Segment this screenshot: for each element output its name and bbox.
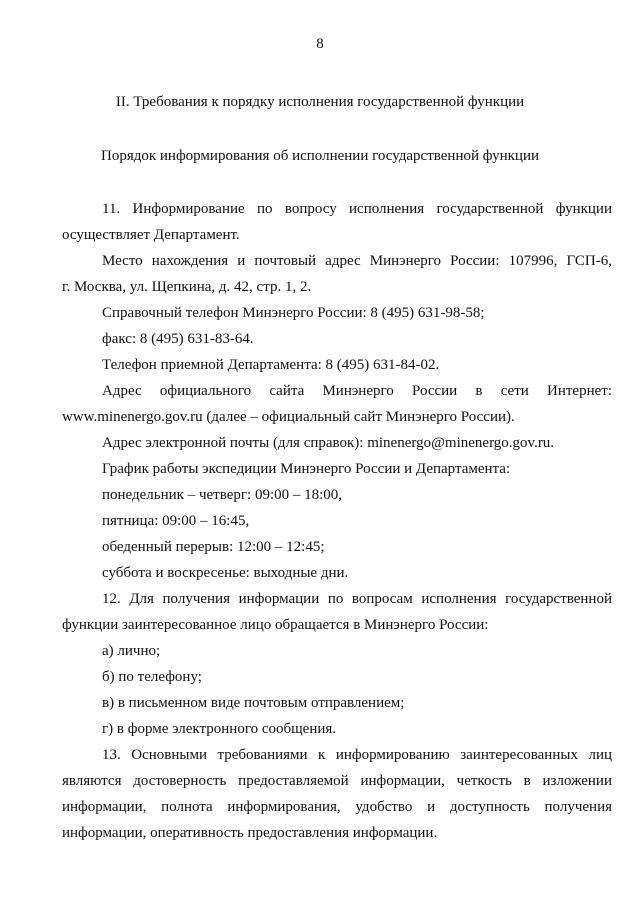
address-line-1: Место нахождения и почтовый адрес Минэнерго России: 107996, ГСП-6, (102, 253, 612, 269)
list-item-c: в) в письменном виде почтовым отправлением; (102, 695, 405, 711)
address-line-2: г. Москва, ул. Щепкина, д. 42, стр. 1, 2. (62, 279, 312, 295)
schedule-lunch: обеденный перерыв: 12:00 – 12:45; (102, 539, 325, 555)
paragraph-11-line-1: 11. Информирование по вопросу исполнения государственной функции (102, 201, 612, 217)
paragraph-11-line-2: осуществляет Департамент. (62, 227, 240, 243)
website-line-1: Адрес официального сайта Минэнерго России в сети Интернет: (102, 383, 612, 399)
website-line-2: www.minenergo.gov.ru (далее – официальный сайт Минэнерго России). (62, 409, 515, 425)
schedule-title: График работы экспедиции Минэнерго России и Департамента: (102, 461, 511, 477)
paragraph-13-line-2: являются достоверность предоставляемой информации, четкость в изложении (62, 773, 612, 789)
list-item-b: б) по телефону; (102, 669, 202, 685)
subsection-title: Порядок информирования об исполнении государственной функции (100, 148, 539, 164)
paragraph-13-line-4: информации, оперативность предоставления информации. (62, 825, 438, 841)
page-number: 8 (316, 36, 324, 52)
email-line: Адрес электронной почты (для справок): minenergo@minenergo.gov.ru. (102, 435, 555, 451)
list-item-d: г) в форме электронного сообщения. (102, 721, 337, 737)
paragraph-13-line-1: 13. Основными требованиями к информированию заинтересованных лиц (102, 747, 612, 763)
schedule-mon-thu: понедельник – четверг: 09:00 – 18:00, (102, 487, 343, 503)
schedule-fri: пятница: 09:00 – 16:45, (102, 513, 250, 529)
fax-line: факс: 8 (495) 631-83-64. (102, 331, 254, 347)
paragraph-13-line-3: информации, полнота информирования, удобство и доступность получения (62, 799, 612, 815)
schedule-weekend: суббота и воскресенье: выходные дни. (102, 565, 349, 581)
paragraph-12-line-1: 12. Для получения информации по вопросам исполнения государственной (102, 591, 612, 607)
phone-line: Справочный телефон Минэнерго России: 8 (495) 631-98-58; (102, 305, 485, 321)
list-item-a: а) лично; (102, 643, 161, 659)
document-body (62, 196, 612, 846)
paragraph-12-line-2: функции заинтересованное лицо обращается в Минэнерго России: (62, 617, 489, 633)
reception-phone-line: Телефон приемной Департамента: 8 (495) 631-84-02. (102, 357, 440, 373)
section-title: II. Требования к порядку исполнения государственной функции (115, 94, 525, 110)
